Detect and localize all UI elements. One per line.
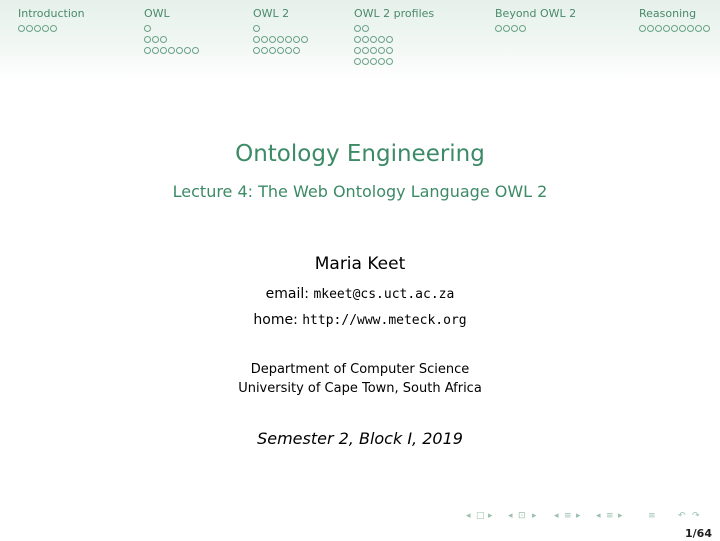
next-section-arrow-icon[interactable]: ▸ [576, 511, 581, 521]
frame-dot-row [144, 46, 199, 55]
beamer-navigation-symbols [466, 509, 720, 523]
department: Department of Computer Science [250, 362, 470, 377]
frame-dot-icon[interactable] [362, 36, 369, 43]
frame-dot-row [253, 46, 308, 55]
frame-dot-icon[interactable] [301, 36, 308, 43]
frame-dots[interactable] [18, 24, 85, 33]
frame-dot-icon[interactable] [354, 47, 361, 54]
frame-dot-row [253, 24, 308, 33]
frame-dot-icon[interactable] [354, 58, 361, 65]
frame-dot-row [639, 24, 710, 33]
prev-doc-arrow-icon[interactable]: ◂ [596, 511, 601, 521]
frame-dots[interactable] [495, 24, 576, 33]
frame-dot-icon[interactable] [378, 47, 385, 54]
frame-dot-icon[interactable] [687, 25, 694, 32]
email-label: email: [265, 286, 309, 302]
frame-dot-icon[interactable] [176, 47, 183, 54]
document-icon[interactable]: ≡ [606, 511, 614, 521]
frame-dot-row [354, 35, 434, 44]
nav-section-title[interactable]: OWL 2 profiles [354, 7, 435, 20]
date: Semester 2, Block I, 2019 [257, 429, 463, 448]
frame-dot-icon[interactable] [293, 47, 300, 54]
nav-section-title[interactable]: OWL 2 [253, 7, 290, 20]
nav-section-reasoning[interactable] [639, 7, 710, 33]
frame-dot-icon[interactable] [34, 25, 41, 32]
frame-dot-icon[interactable] [285, 47, 292, 54]
nav-section-title[interactable]: OWL [144, 7, 170, 20]
nav-section-owl[interactable] [144, 7, 199, 55]
frame-dot-row [354, 24, 434, 33]
nav-section-owl2-profiles[interactable] [354, 7, 434, 66]
frame-dot-icon[interactable] [253, 36, 260, 43]
frame-dot-icon[interactable] [285, 36, 292, 43]
nav-section-title[interactable]: Beyond OWL 2 [495, 7, 577, 20]
frame-dot-icon[interactable] [293, 36, 300, 43]
frame-dot-icon[interactable] [168, 47, 175, 54]
frame-dot-row [354, 57, 434, 66]
frame-dot-icon[interactable] [184, 47, 191, 54]
frame-dot-icon[interactable] [378, 58, 385, 65]
frame-dot-icon[interactable] [495, 25, 502, 32]
next-doc-arrow-icon[interactable]: ▸ [618, 511, 623, 521]
frame-dot-icon[interactable] [354, 25, 361, 32]
slide-subtitle: Lecture 4: The Web Ontology Language OWL 2 [172, 182, 548, 201]
frame-dot-icon[interactable] [370, 36, 377, 43]
frame-dot-icon[interactable] [269, 36, 276, 43]
nav-section-title[interactable]: Introduction [18, 7, 85, 20]
section-navigation-bar [0, 0, 720, 80]
frame-dot-icon[interactable] [253, 47, 260, 54]
frame-dot-icon[interactable] [277, 47, 284, 54]
frame-dot-icon[interactable] [386, 47, 393, 54]
prev-section-arrow-icon[interactable]: ◂ [554, 511, 559, 521]
frame-dot-row [144, 35, 199, 44]
frame-dots[interactable] [354, 24, 434, 66]
frame-dot-icon[interactable] [639, 25, 646, 32]
frame-dot-icon[interactable] [261, 47, 268, 54]
prev-frame-arrow-icon[interactable]: ◂ [466, 511, 471, 521]
email-address: mkeet@cs.uct.ac.za [313, 287, 455, 302]
frame-dot-icon[interactable] [386, 58, 393, 65]
frame-dot-icon[interactable] [18, 25, 25, 32]
frame-dot-row [18, 24, 85, 33]
frame-dot-icon[interactable] [50, 25, 57, 32]
frame-dots[interactable] [253, 24, 308, 55]
next-frame-arrow-icon[interactable]: ▸ [488, 511, 493, 521]
nav-section-introduction[interactable] [18, 7, 85, 33]
frame-dot-icon[interactable] [647, 25, 654, 32]
frame-dot-icon[interactable] [362, 25, 369, 32]
frame-dots[interactable] [144, 24, 199, 55]
frame-dot-icon[interactable] [144, 47, 151, 54]
university: University of Cape Town, South Africa [238, 381, 482, 396]
frame-dot-icon[interactable] [253, 25, 260, 32]
email-line [0, 286, 720, 302]
homepage-url: http://www.meteck.org [302, 313, 467, 328]
back-icon[interactable]: ↶ [678, 511, 686, 521]
frame-dot-row [354, 46, 434, 55]
frame-dot-icon[interactable] [277, 36, 284, 43]
frame-dot-icon[interactable] [152, 47, 159, 54]
frame-dot-icon[interactable] [663, 25, 670, 32]
frame-dot-row [144, 24, 199, 33]
frame-dot-icon[interactable] [370, 58, 377, 65]
appendix-icon[interactable]: ≡ [648, 511, 656, 521]
next-subsection-arrow-icon[interactable]: ▸ [532, 511, 537, 521]
nav-section-owl2[interactable] [253, 7, 308, 55]
subsection-icon[interactable]: ⊡ [518, 511, 526, 521]
nav-section-beyond-owl2[interactable] [495, 7, 576, 33]
frame-dot-icon[interactable] [503, 25, 510, 32]
frame-dot-icon[interactable] [362, 58, 369, 65]
frame-dot-icon[interactable] [370, 47, 377, 54]
frame-dot-icon[interactable] [519, 25, 526, 32]
page-number: 1/64 [685, 527, 712, 540]
section-icon[interactable]: ≡ [564, 511, 572, 521]
frame-dot-icon[interactable] [511, 25, 518, 32]
frame-dots[interactable] [639, 24, 710, 33]
frame-dot-icon[interactable] [362, 47, 369, 54]
frame-dot-icon[interactable] [144, 25, 151, 32]
frame-dot-icon[interactable] [160, 36, 167, 43]
frame-dot-icon[interactable] [26, 25, 33, 32]
frame-dot-icon[interactable] [269, 47, 276, 54]
frame-dot-icon[interactable] [671, 25, 678, 32]
author-name: Maria Keet [314, 254, 406, 274]
frame-dot-row [495, 24, 576, 33]
frame-dot-icon[interactable] [386, 36, 393, 43]
forward-icon[interactable]: ↷ [692, 511, 700, 521]
frame-dot-icon[interactable] [152, 36, 159, 43]
frame-dot-icon[interactable] [144, 36, 151, 43]
frame-dot-icon[interactable] [695, 25, 702, 32]
homepage-label: home: [253, 312, 298, 328]
frame-dot-icon[interactable] [378, 36, 385, 43]
frame-dot-row [253, 35, 308, 44]
frame-dot-icon[interactable] [42, 25, 49, 32]
frame-dot-icon[interactable] [160, 47, 167, 54]
frame-dot-icon[interactable] [354, 36, 361, 43]
frame-dot-icon[interactable] [679, 25, 686, 32]
prev-subsection-arrow-icon[interactable]: ◂ [508, 511, 513, 521]
frame-dot-icon[interactable] [655, 25, 662, 32]
slide-title: Ontology Engineering [235, 141, 485, 167]
frame-dot-icon[interactable] [703, 25, 710, 32]
frame-dot-icon[interactable] [192, 47, 199, 54]
frame-dot-icon[interactable] [261, 36, 268, 43]
nav-section-title[interactable]: Reasoning [639, 7, 697, 20]
homepage-line [0, 312, 720, 328]
frame-icon[interactable]: □ [476, 511, 485, 521]
